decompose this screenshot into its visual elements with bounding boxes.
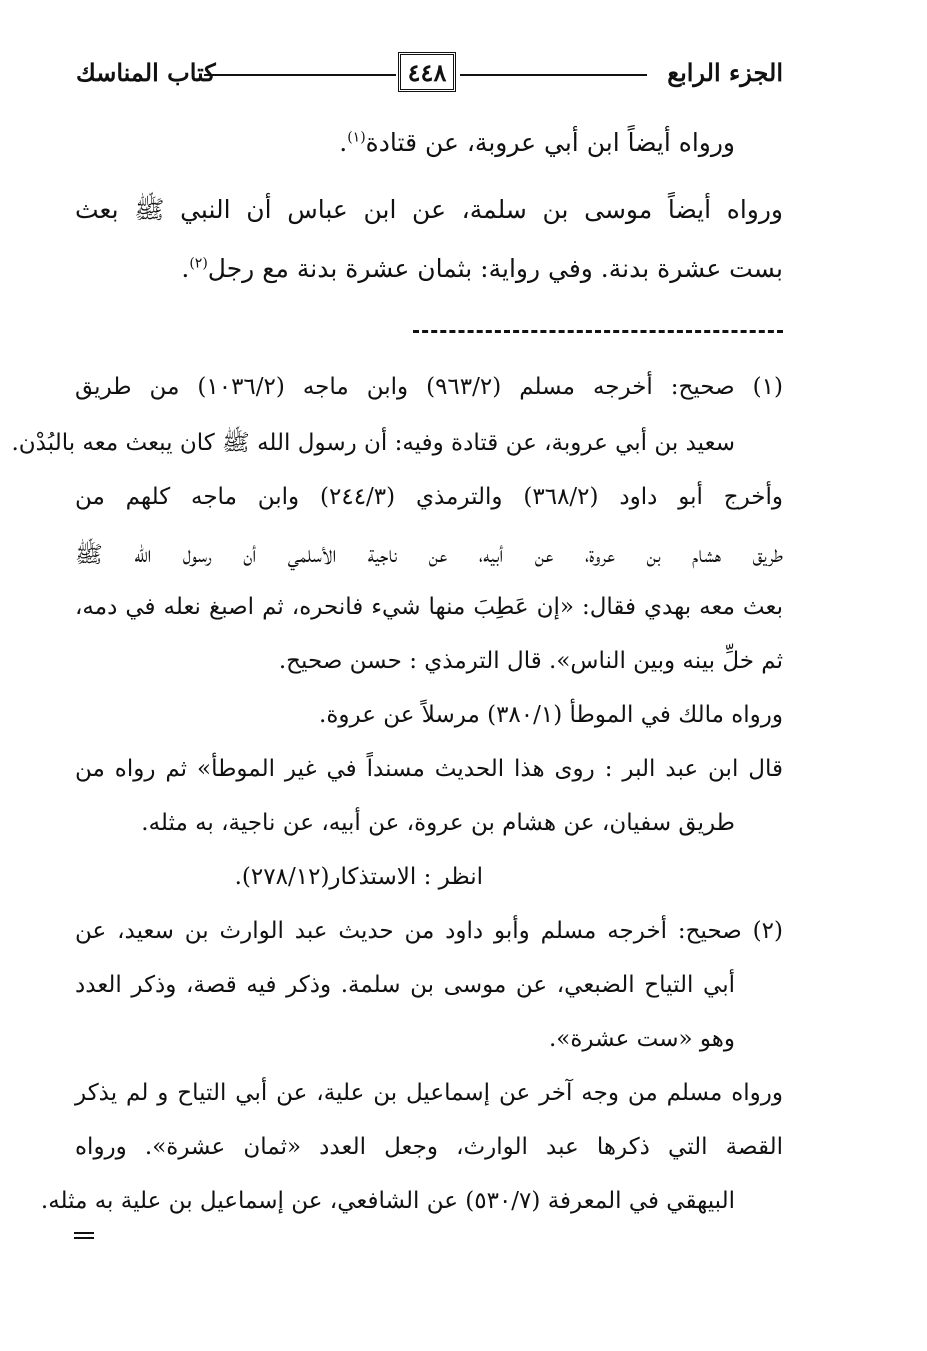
header-rule-left [204, 74, 396, 76]
footnote-line-13: وهو «ست عشرة». [548, 1026, 735, 1052]
page-number: ٤٤٨ [398, 52, 456, 92]
footnote-line-10: انظر : الاستذكار(٢٧٨/١٢). [234, 864, 483, 890]
end-mark-top [74, 1232, 94, 1234]
footnote-ref-2: (٢) [189, 255, 208, 272]
footnote-line-15: القصة التي ذكرها عبد الوارث، وجعل العدد «ثمان عشرة». ورواه [75, 1134, 783, 1160]
footnote-line-2: سعيد بن أبي عروبة، عن قتادة وفيه: أن رسول الله ﷺ كان يبعث معه بالبُدْن. [11, 430, 735, 456]
footnote-line-6: ثم خلِّ بينه وبين الناس». قال الترمذي : حسن صحيح. [278, 648, 783, 674]
footnote-line-11: (٢) صحيح: أخرجه مسلم وأبو داود من حديث عبد الوارث بن سعيد، عن [75, 918, 783, 944]
footnote-line-5: بعث معه بهدي فقال: «إن عَطِبَ منها شيء فانحره، ثم اصبغ نعله في دمه، [75, 594, 783, 620]
main-line-1-text: ورواه أيضاً ابن أبي عروبة، عن قتادة [365, 128, 735, 157]
main-line-3-text: بست عشرة بدنة. وفي رواية: بثمان عشرة بدنة مع رجل [207, 254, 783, 283]
header-book: كتاب المناسك [76, 58, 216, 87]
footnote-line-1: (١) صحيح: أخرجه مسلم (٩٦٣/٢) وابن ماجه (١٠٣٦/٢) من طريق [75, 374, 783, 400]
footnote-line-14: ورواه مسلم من وجه آخر عن إسماعيل بن علية، عن أبي التياح و لم يذكر [75, 1080, 783, 1106]
end-mark-bottom [74, 1237, 94, 1239]
footnote-line-8: قال ابن عبد البر : روى هذا الحديث مسنداً في غير الموطأ» ثم رواه من [75, 756, 783, 782]
footnote-separator [413, 330, 783, 333]
header-part: الجزء الرابع [667, 58, 783, 87]
footnote-line-4: طريق هشام بن عروة، عن أبيه، عن ناجية الأسلمي أن رسول الله ﷺ [75, 542, 783, 568]
main-line-3: بست عشرة بدنة. وفي رواية: بثمان عشرة بدنة مع رجل$^{(٢)}$. [181, 254, 783, 283]
footnote-ref-1: (١) [347, 129, 366, 146]
main-line-2: ورواه أيضاً موسى بن سلمة، عن ابن عباس أن النبي ﷺ بعث [75, 195, 783, 224]
footnote-line-3: وأخرج أبو داود (٣٦٨/٢) والترمذي (٢٤٤/٣) وابن ماجه كلهم من [75, 484, 783, 510]
footnote-line-12: أبي التياح الضبعي، عن موسى بن سلمة. وذكر فيه قصة، وذكر العدد [75, 972, 735, 998]
footnote-line-16: البيهقي في المعرفة (٥٣٠/٧) عن الشافعي، عن إسماعيل بن علية به مثله. [40, 1188, 735, 1214]
footnote-line-9: طريق سفيان، عن هشام بن عروة، عن أبيه، عن ناجية، به مثله. [141, 810, 735, 836]
header-rule-right [460, 74, 647, 76]
main-line-1: ورواه أيضاً ابن أبي عروبة، عن قتادة$^{(١)}$. [339, 128, 735, 157]
footnote-line-7: ورواه مالك في الموطأ (٣٨٠/١) مرسلاً عن عروة. [319, 702, 783, 728]
